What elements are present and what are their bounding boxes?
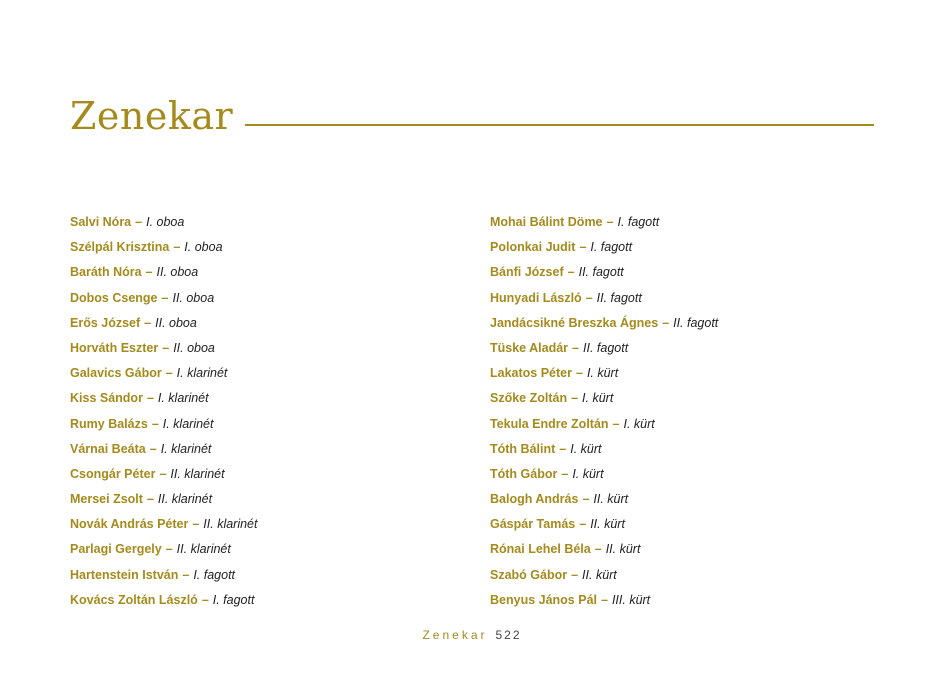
title-rule (245, 124, 874, 126)
member-entry (70, 590, 470, 615)
member-separator: – (612, 416, 620, 431)
member-name: Rumy Balázs (70, 416, 148, 431)
member-entry (490, 388, 910, 413)
member-entry (70, 464, 470, 489)
member-role: II. kürt (593, 492, 629, 507)
member-name: Lakatos Péter (490, 366, 572, 381)
member-name: Jandácsikné Breszka Ágnes (490, 315, 659, 330)
member-role: II. klarinét (170, 466, 225, 481)
member-separator: – (162, 340, 170, 355)
member-role: I. kürt (572, 466, 604, 481)
member-separator: – (572, 340, 579, 355)
member-entry (70, 288, 470, 313)
member-separator: – (192, 517, 200, 532)
page-footer (0, 627, 944, 643)
member-entry (70, 388, 470, 413)
member-name: Horváth Eszter (70, 340, 159, 355)
member-separator: – (575, 366, 583, 381)
member-name: Mersei Zsolt (70, 492, 143, 507)
member-name: Rónai Lehel Béla (490, 542, 591, 557)
member-role: I. klarinét (176, 366, 228, 381)
member-separator: – (579, 240, 587, 255)
member-name: Galavics Gábor (70, 366, 162, 381)
member-name: Benyus János Pál (490, 592, 597, 607)
member-role: II. kürt (605, 542, 641, 557)
member-entry (70, 313, 470, 338)
member-entry (490, 338, 910, 363)
member-name: Polonkai Judit (490, 240, 576, 255)
member-name: Várnai Beáta (70, 441, 146, 456)
member-name: Gáspár Tamás (490, 517, 576, 532)
member-role: I. fagott (590, 240, 633, 255)
member-name: Tóth Gábor (490, 466, 558, 481)
member-entry (490, 262, 910, 287)
member-role: III. kürt (611, 592, 651, 607)
member-separator: – (606, 215, 614, 229)
member-separator: – (579, 517, 587, 532)
member-separator: – (571, 567, 579, 582)
member-role: I. fagott (617, 215, 660, 229)
footer-section-label: Zenekar (422, 628, 488, 642)
member-entry (70, 565, 470, 590)
member-entry (490, 514, 910, 539)
member-separator: – (182, 567, 190, 582)
member-separator: – (149, 441, 157, 456)
member-separator: – (662, 315, 670, 330)
member-role: I. kürt (582, 391, 614, 406)
member-entry (70, 338, 470, 363)
member-separator: – (571, 391, 579, 406)
member-entry (490, 313, 910, 338)
member-name: Balogh András (490, 492, 579, 507)
member-name: Szélpál Krisztina (70, 240, 170, 255)
member-entry (490, 414, 910, 439)
member-entry (70, 414, 470, 439)
member-separator: – (582, 492, 590, 507)
member-separator: – (567, 265, 575, 280)
member-entry (70, 514, 470, 539)
member-separator: – (585, 290, 593, 305)
member-entry (490, 237, 910, 262)
member-separator: – (601, 592, 608, 607)
member-entry (70, 489, 470, 514)
member-entry (70, 212, 470, 237)
member-role: II. klarinét (176, 542, 231, 557)
member-separator: – (146, 391, 154, 406)
member-role: II. klarinét (203, 517, 258, 532)
member-role: II. klarinét (157, 492, 213, 507)
member-role: II. kürt (590, 517, 625, 532)
member-name: Tóth Bálint (490, 441, 556, 456)
member-name: Csongár Péter (70, 466, 156, 481)
member-entry (70, 439, 470, 464)
member-name: Dobos Csenge (70, 290, 158, 305)
member-entry (70, 262, 470, 287)
member-role: I. kürt (570, 441, 602, 456)
member-role: II. fagott (596, 290, 642, 305)
member-role: I. fagott (212, 592, 255, 607)
title-row (70, 88, 874, 138)
member-role: I. klarinét (162, 416, 214, 431)
member-name: Bánfi József (490, 265, 564, 280)
member-entry (490, 439, 910, 464)
member-separator: – (594, 542, 602, 557)
member-role: I. klarinét (160, 441, 212, 456)
member-name: Tekula Endre Zoltán (490, 416, 609, 431)
member-name: Mohai Bálint Döme (490, 215, 603, 229)
member-name: Novák András Péter (70, 517, 189, 532)
member-entry (490, 539, 910, 564)
member-separator: – (145, 265, 153, 280)
right-member-column (490, 212, 910, 615)
member-separator: – (135, 215, 143, 229)
member-role: II. kürt (582, 567, 617, 582)
member-role: II. oboa (156, 265, 199, 280)
left-member-column (70, 212, 470, 615)
member-name: Szabó Gábor (490, 567, 568, 582)
member-role: I. klarinét (157, 391, 209, 406)
footer-page-number: 522 (495, 628, 522, 642)
member-separator: – (201, 592, 209, 607)
member-name: Kiss Sándor (70, 391, 143, 406)
member-separator: – (165, 366, 173, 381)
member-role: I. fagott (193, 567, 236, 582)
page-title: Zenekar (70, 94, 234, 138)
member-role: II. fagott (673, 315, 719, 330)
member-name: Baráth Nóra (70, 265, 142, 280)
member-separator: – (559, 441, 567, 456)
member-name: Salvi Nóra (70, 215, 132, 229)
member-separator: – (165, 542, 173, 557)
member-entry (490, 464, 910, 489)
member-name: Szőke Zoltán (490, 391, 568, 406)
member-entry (490, 489, 910, 514)
member-name: Hunyadi László (490, 290, 582, 305)
member-entry (70, 363, 470, 388)
member-role: I. oboa (146, 215, 185, 229)
member-entry (490, 212, 910, 237)
member-entry (70, 237, 470, 262)
member-role: II. oboa (172, 290, 215, 305)
member-separator: – (151, 416, 159, 431)
member-separator: – (173, 240, 181, 255)
member-entry (490, 590, 910, 615)
member-role: II. fagott (578, 265, 624, 280)
member-name: Parlagi Gergely (70, 542, 162, 557)
member-separator: – (159, 466, 167, 481)
member-separator: – (146, 492, 154, 507)
member-entry (490, 288, 910, 313)
member-entry (490, 363, 910, 388)
member-separator: – (144, 315, 152, 330)
member-name: Hartenstein István (70, 567, 179, 582)
member-name: Kovács Zoltán László (70, 592, 198, 607)
member-separator: – (561, 466, 569, 481)
member-role: II. fagott (583, 340, 629, 355)
member-role: II. oboa (173, 340, 215, 355)
member-role: I. kürt (623, 416, 655, 431)
member-role: I. oboa (184, 240, 223, 255)
member-entry (490, 565, 910, 590)
member-name: Tüske Aladár (490, 340, 569, 355)
member-role: II. oboa (155, 315, 197, 330)
member-role: I. kürt (586, 366, 619, 381)
member-name: Erős József (70, 315, 141, 330)
member-entry (70, 539, 470, 564)
member-separator: – (161, 290, 169, 305)
